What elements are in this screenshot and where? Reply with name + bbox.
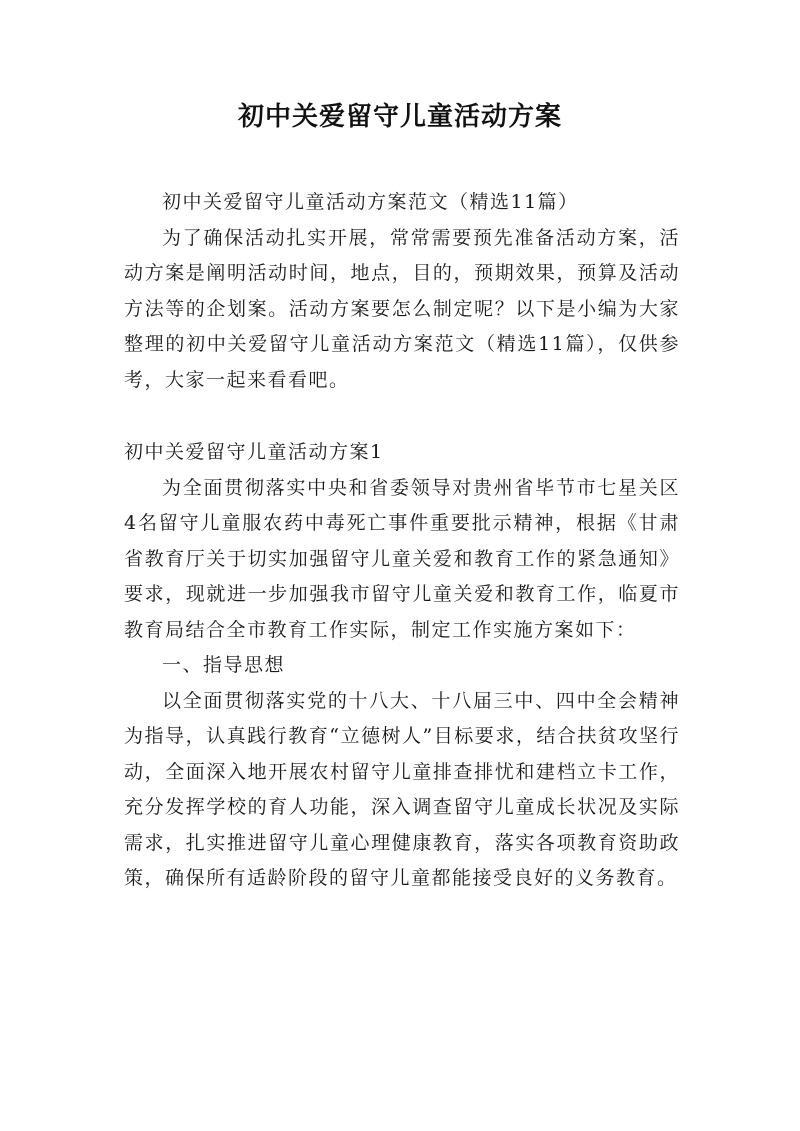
body-paragraph: 为全面贯彻落实中央和省委领导对贵州省毕节市七星关区4名留守儿童服农药中毒死亡事件重要批示精神，根据《甘肃省教育厅关于切实加强留守儿童关爱和教育工作的紧急通知》要求，现就进一步加强我市留守儿童关爱和教育工作，临夏市教育局结合全市教育工作实际，制定工作实施方案如下： — [124, 476, 680, 641]
section-heading: 初中关爱留守儿童活动方案1 — [124, 441, 384, 463]
paragraph-gap — [124, 398, 680, 435]
intro-paragraph: 为了确保活动扎实开展，常常需要预先准备活动方案，活动方案是阐明活动时间，地点，目的，预期效果，预算及活动方法等的企划案。活动方案要怎么制定呢？以下是小编为大家整理的初中关爱留守儿童活动方案范文（精选11篇），仅供参考，大家一起来看看吧。 — [124, 226, 680, 391]
document-body — [124, 185, 680, 897]
subtitle-paragraph: 初中关爱留守儿童活动方案范文（精选11篇） — [162, 191, 579, 213]
subsection-heading: 一、指导思想 — [162, 654, 286, 676]
document-title: 初中关爱留守儿童活动方案 — [237, 102, 562, 132]
body-paragraph: 以全面贯彻落实党的十八大、十八届三中、四中全会精神为指导，认真践行教育“立德树人”目标要求，结合扶贫攻坚行动，全面深入地开展农村留守儿童排查排忧和建档立卡工作，充分发挥学校的育人功能，深入调查留守儿童成长状况及实际需求，扎实推进留守儿童心理健康教育，落实各项教育资助政策，确保所有适龄阶段的留守儿童都能接受良好的义务教育。 — [124, 689, 680, 889]
